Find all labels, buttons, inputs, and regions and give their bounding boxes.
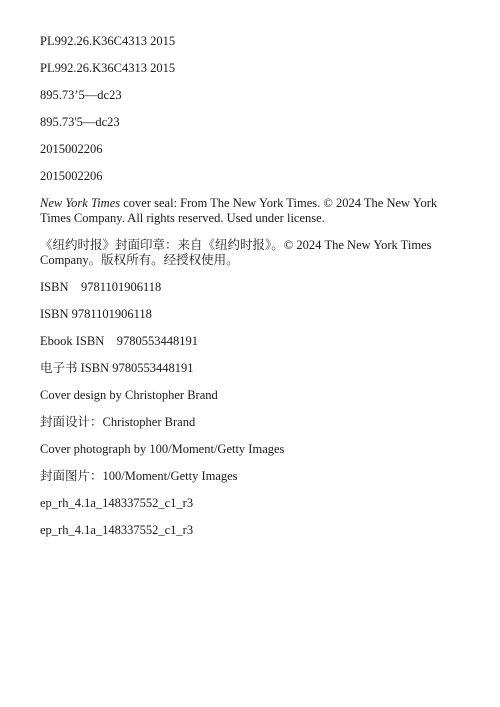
isbn-print-en: ISBN 9781101906118 bbox=[40, 280, 162, 294]
dewey-classification-zh: 895.73'5—dc23 bbox=[40, 115, 120, 129]
lccn-en: 2015002206 bbox=[40, 142, 103, 156]
cover-design-credit-zh: 封面设计：Christopher Brand bbox=[40, 415, 196, 429]
lccn-zh: 2015002206 bbox=[40, 169, 103, 183]
dewey-classification-en: 895.73’5—dc23 bbox=[40, 88, 122, 102]
isbn-ebook-zh: 电子书 ISBN 9780553448191 bbox=[40, 361, 194, 375]
nyt-title-italic: New York Times bbox=[40, 196, 121, 210]
nyt-seal-credit-zh: 《纽约时报》封面印章：来自《纽约时报》。© 2024 The New York Times Company。版权所有。经授权使用。 bbox=[40, 238, 435, 267]
nyt-seal-credit-en bbox=[40, 196, 460, 226]
ebook-build-id-zh: ep_rh_4.1a_148337552_c1_r3 bbox=[40, 523, 194, 537]
copyright-page bbox=[40, 34, 460, 550]
cover-photo-credit-en: Cover photograph by 100/Moment/Getty Images bbox=[40, 442, 285, 456]
lc-classification-zh: PL992.26.K36C4313 2015 bbox=[40, 61, 176, 75]
cover-photo-credit-zh: 封面图片：100/Moment/Getty Images bbox=[40, 469, 238, 483]
nyt-seal-credit-text: cover seal: From The New York Times. © 2024 The New York Times Company. All rights reserved. Used under license. bbox=[40, 196, 441, 225]
lc-classification-en: PL992.26.K36C4313 2015 bbox=[40, 34, 176, 48]
cover-design-credit-en: Cover design by Christopher Brand bbox=[40, 388, 218, 402]
ebook-build-id-en: ep_rh_4.1a_148337552_c1_r3 bbox=[40, 496, 194, 510]
isbn-ebook-en: Ebook ISBN 9780553448191 bbox=[40, 334, 198, 348]
isbn-print-zh: ISBN 9781101906118 bbox=[40, 307, 152, 321]
